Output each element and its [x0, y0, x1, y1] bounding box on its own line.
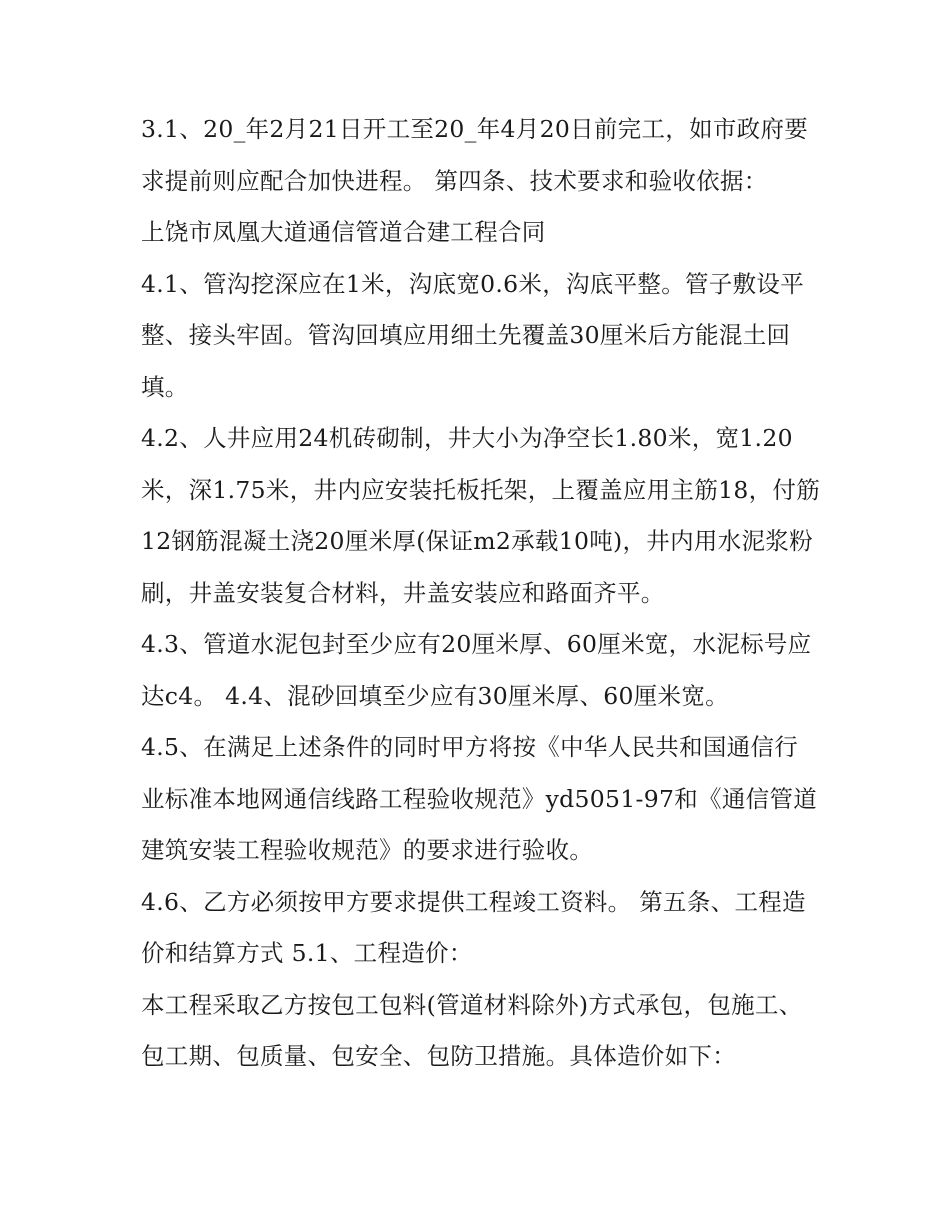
paragraph-4-2: 4.2、人井应用24机砖砌制，井大小为净空长1.80米，宽1.20米，深1.75米，井内应安装托板托架，上覆盖应用主筋18，付筋12钢筋混凝土浇20厘米厚(保证m2承载10吨)，井内用水泥浆粉刷，井盖安装复合材料，井盖安装应和路面齐平。	[141, 424, 821, 607]
paragraph-4-6: 4.6、乙方必须按甲方要求提供工程竣工资料。 第五条、工程造价和结算方式 5.1、工程造价：	[141, 887, 806, 967]
paragraph-3-1: 3.1、20_年2月21日开工至20_年4月20日前完工，如市政府要求提前则应配合加快进程。 第四条、技术要求和验收依据：	[141, 115, 809, 195]
paragraph-contract-title: 上饶市凤凰大道通信管道合建工程合同	[141, 218, 546, 246]
paragraph-4-5: 4.5、在满足上述条件的同时甲方将按《中华人民共和国通信行业标准本地网通信线路工程验收规范》yd5051-97和《通信管道建筑安装工程验收规范》的要求进行验收。	[141, 733, 818, 864]
paragraph-4-3: 4.3、管道水泥包封至少应有20厘米厚、60厘米宽，水泥标号应达c4。 4.4、混砂回填至少应有30厘米厚、60厘米宽。	[141, 630, 812, 710]
document-body	[141, 104, 821, 1083]
paragraph-4-1: 4.1、管沟挖深应在1米，沟底宽0.6米，沟底平整。管子敷设平整、接头牢固。管沟回填应用细土先覆盖30厘米后方能混土回填。	[141, 269, 804, 401]
paragraph-cost-method: 本工程采取乙方按包工包料(管道材料除外)方式承包，包施工、包工期、包质量、包安全、包防卫措施。具体造价如下：	[141, 990, 803, 1070]
